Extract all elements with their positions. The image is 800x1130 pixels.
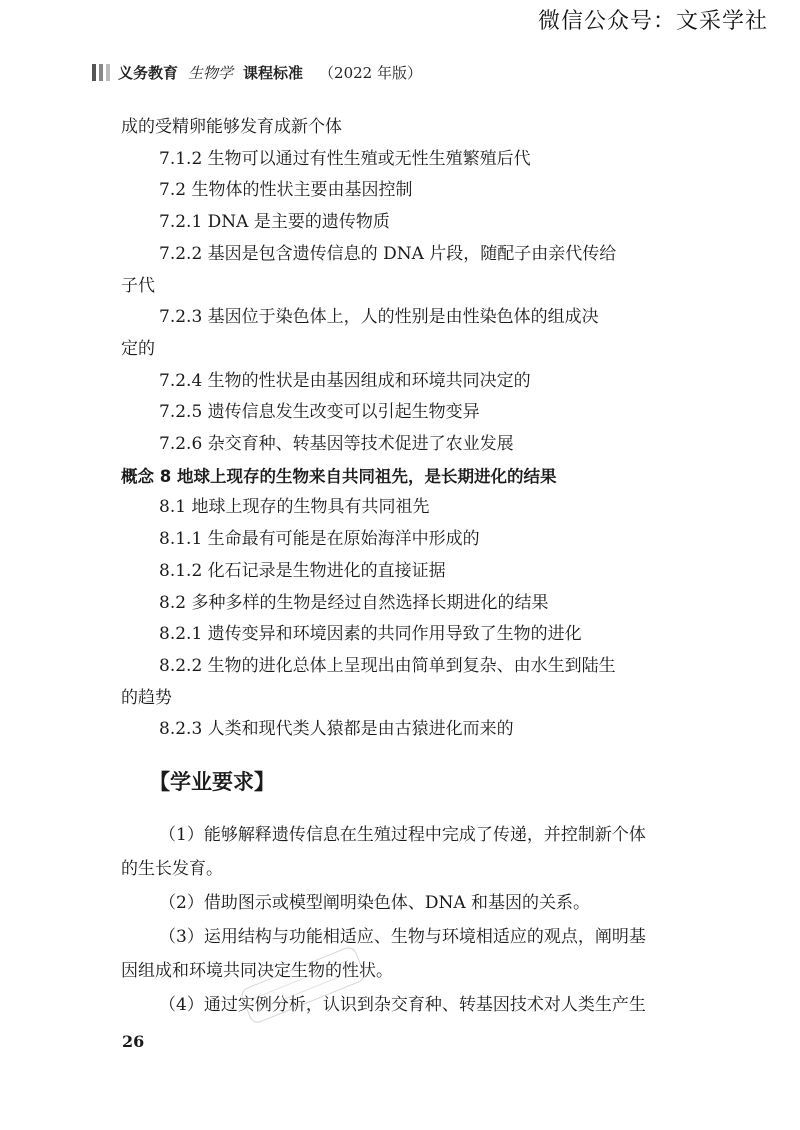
header-bars-decoration: [92, 64, 110, 81]
running-header: [92, 62, 422, 83]
text-line: 7.2.1 DNA 是主要的遗传物质: [159, 212, 390, 233]
text-line: 8.1.1 生命最有可能是在原始海洋中形成的: [159, 529, 480, 550]
concept-heading: 概念 8 地球上现存的生物来自共同祖先，是长期进化的结果: [121, 466, 557, 486]
requirement-line: 的生长发育。: [121, 859, 223, 880]
text-line: 7.2.6 杂交育种、转基因等技术促进了农业发展: [159, 434, 514, 455]
text-line: 7.2.2 基因是包含遗传信息的 DNA 片段，随配子由亲代传给: [159, 243, 617, 264]
header-subject: 生物学: [188, 64, 234, 82]
text-line: 7.2 生物体的性状主要由基因控制: [159, 180, 413, 201]
requirement-line: 因组成和环境共同决定生物的性状。: [121, 961, 393, 982]
requirement-line: （3）运用结构与功能相适应、生物与环境相适应的观点，阐明基: [159, 927, 646, 948]
text-line: 成的受精卵能够发育成新个体: [121, 117, 342, 137]
text-line: 8.2 多种多样的生物是经过自然选择长期进化的结果: [159, 592, 549, 613]
text-line: 7.1.2 生物可以通过有性生殖或无性生殖繁殖后代: [159, 148, 531, 169]
requirement-line: （2）借助图示或模型阐明染色体、DNA 和基因的关系。: [159, 893, 591, 914]
text-line: 8.1 地球上现存的生物具有共同祖先: [159, 497, 430, 518]
page-number: 26: [122, 1032, 145, 1051]
text-line: 8.1.2 化石记录是生物进化的直接证据: [159, 560, 446, 581]
text-line: 8.2.2 生物的进化总体上呈现出由简单到复杂、由水生到陆生: [159, 655, 616, 676]
section-title: 【学业要求】: [149, 770, 275, 795]
text-line: 8.2.1 遗传变异和环境因素的共同作用导致了生物的进化: [159, 624, 582, 645]
text-line: 7.2.4 生物的性状是由基因组成和环境共同决定的: [159, 370, 531, 391]
text-line: 的趋势: [121, 687, 172, 708]
page-body: [121, 112, 689, 1022]
text-line: 7.2.5 遗传信息发生改变可以引起生物变异: [159, 402, 480, 423]
header-series: 义务教育: [118, 64, 179, 82]
text-line: 子代: [121, 275, 155, 296]
text-line: 8.2.3 人类和现代类人猿都是由古猿进化而来的: [159, 719, 514, 740]
text-line: 7.2.3 基因位于染色体上，人的性别是由性染色体的组成决: [159, 307, 599, 328]
requirement-line: （4）通过实例分析，认识到杂交育种、转基因技术对人类生产生: [159, 995, 646, 1016]
text-line: 定的: [121, 338, 155, 359]
wechat-watermark: 微信公众号：文采学社: [537, 9, 768, 34]
header-edition: （2022 年版）: [319, 64, 422, 82]
header-standard: 课程标准: [243, 64, 304, 82]
requirement-line: （1）能够解释遗传信息在生殖过程中完成了传递，并控制新个体: [159, 825, 646, 846]
